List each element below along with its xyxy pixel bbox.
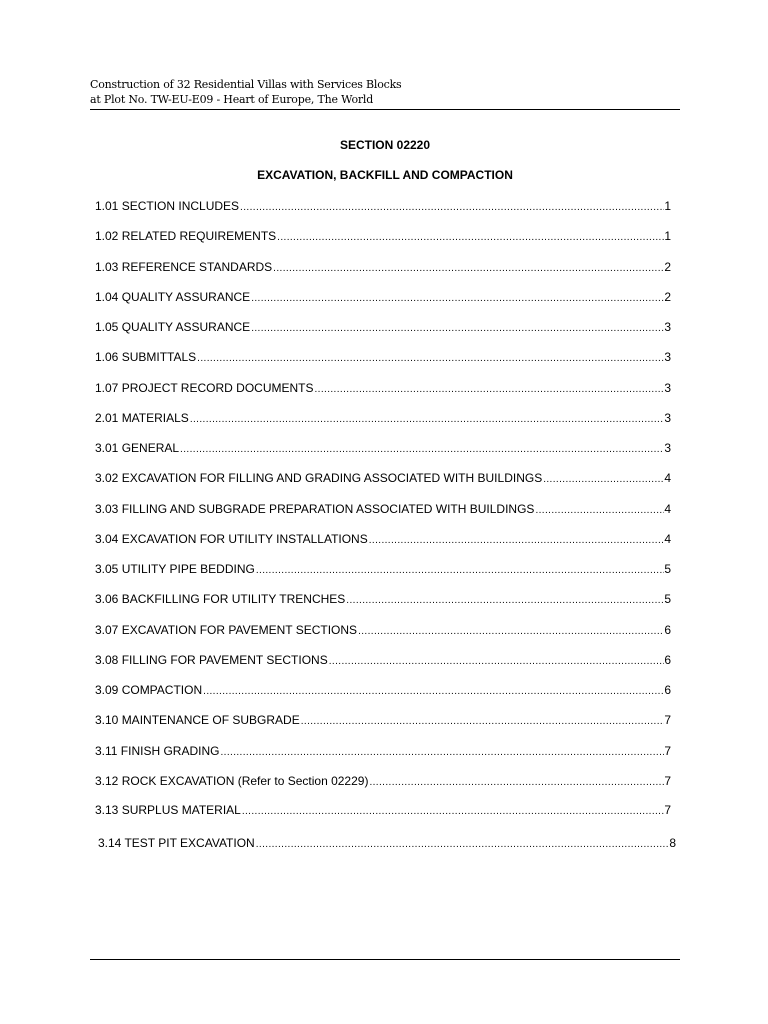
toc-entry-page: 7 [664,774,671,788]
toc-entry-page: 4 [664,532,671,546]
toc-dot-leader [369,776,664,790]
toc-entry[interactable] [95,623,671,639]
toc-entry-label: 1.02 RELATED REQUIREMENTS [95,229,277,243]
toc-entry-label: 3.07 EXCAVATION FOR PAVEMENT SECTIONS [95,623,358,637]
toc-dot-leader [543,473,664,487]
toc-entry-label: 3.09 COMPACTION [95,683,203,697]
toc-entry-page: 5 [664,592,671,606]
footer-divider [90,959,680,960]
toc-entry-page: 5 [664,562,671,576]
toc-entry-page: 4 [664,471,671,485]
toc-entry[interactable] [95,744,671,760]
toc-entry[interactable] [95,471,671,487]
toc-entry-label: 1.03 REFERENCE STANDARDS [95,260,273,274]
toc-entry-page: 1 [664,199,671,213]
toc-entry-page: 6 [664,653,671,667]
toc-dot-leader [203,685,664,699]
toc-entry-label: 3.08 FILLING FOR PAVEMENT SECTIONS [95,653,328,667]
toc-entry[interactable] [95,532,671,548]
toc-entry-label: 3.04 EXCAVATION FOR UTILITY INSTALLATIONS [95,532,368,546]
toc-entry-page: 3 [664,411,671,425]
toc-entry-page: 6 [664,683,671,697]
toc-entry-page: 2 [664,260,671,274]
toc-entry-label: 2.01 MATERIALS [95,411,189,425]
toc-entry-label: 3.03 FILLING AND SUBGRADE PREPARATION ASSOCIATED WITH BUILDINGS [95,502,535,516]
toc-dot-leader [240,201,664,215]
toc-entry[interactable] [95,229,671,245]
document-header [90,77,402,107]
toc-entry-label: 3.05 UTILITY PIPE BEDDING [95,562,255,576]
toc-entry-page: 7 [664,713,671,727]
toc-entry-label: 1.01 SECTION INCLUDES [95,199,240,213]
toc-dot-leader [277,231,664,245]
toc-dot-leader [535,504,664,518]
header-line-2: at Plot No. TW-EU-E09 - Heart of Europe, The World [90,93,374,106]
toc-entry-page: 1 [664,229,671,243]
toc-entry[interactable] [95,411,671,427]
toc-entry-page: 3 [664,441,671,455]
toc-entry-page: 4 [664,502,671,516]
toc-entry-label: 3.13 SURPLUS MATERIAL [95,803,241,817]
toc-dot-leader [301,715,665,729]
toc-dot-leader [251,292,664,306]
toc-entry[interactable] [95,502,671,518]
toc-entry-page: 7 [664,744,671,758]
toc-dot-leader [273,262,664,276]
toc-entry-page: 3 [664,320,671,334]
toc-dot-leader [197,352,664,366]
toc-entry[interactable] [95,774,671,790]
toc-entry[interactable] [95,260,671,276]
toc-entry-page: 2 [664,290,671,304]
toc-entry[interactable] [95,713,671,729]
toc-entry-label: 3.14 TEST PIT EXCAVATION [98,836,255,850]
toc-entry[interactable] [95,562,671,578]
toc-entry-page: 8 [669,836,676,850]
toc-entry[interactable] [95,290,671,306]
toc-entry-page: 3 [664,350,671,364]
toc-dot-leader [256,838,670,852]
toc-entry-page: 6 [664,623,671,637]
toc-entry[interactable] [98,836,676,852]
toc-dot-leader [314,383,664,397]
toc-entry[interactable] [95,653,671,669]
toc-dot-leader [251,322,664,336]
toc-entry-page: 7 [664,803,671,817]
section-number: SECTION 02220 [339,138,431,152]
toc-entry-label: 3.02 EXCAVATION FOR FILLING AND GRADING ASSOCIATED WITH BUILDINGS [95,471,543,485]
toc-dot-leader [346,594,664,608]
toc-dot-leader [256,564,664,578]
toc-entry-label: 3.01 GENERAL [95,441,180,455]
toc-entry-label: 3.11 FINISH GRADING [95,744,220,758]
toc-dot-leader [329,655,665,669]
toc-dot-leader [358,625,664,639]
toc-entry[interactable] [95,381,671,397]
toc-dot-leader [220,746,664,760]
header-divider [90,109,680,110]
section-title: EXCAVATION, BACKFILL AND COMPACTION [257,168,513,182]
toc-entry[interactable] [95,350,671,366]
toc-dot-leader [190,413,664,427]
toc-entry[interactable] [95,803,671,819]
toc-entry-label: 3.12 ROCK EXCAVATION (Refer to Section 02229) [95,774,369,788]
toc-dot-leader [369,534,665,548]
toc-entry[interactable] [95,683,671,699]
toc-entry-label: 1.04 QUALITY ASSURANCE [95,290,251,304]
toc-dot-leader [180,443,664,457]
toc-entry[interactable] [95,441,671,457]
toc-entry-label: 3.06 BACKFILLING FOR UTILITY TRENCHES [95,592,346,606]
toc-entry[interactable] [95,199,671,215]
header-line-1: Construction of 32 Residential Villas with Services Blocks [90,78,402,91]
toc-dot-leader [242,805,664,819]
toc-entry-label: 1.05 QUALITY ASSURANCE [95,320,251,334]
toc-entry-label: 1.07 PROJECT RECORD DOCUMENTS [95,381,314,395]
toc-entry-page: 3 [664,381,671,395]
toc-entry-label: 1.06 SUBMITTALS [95,350,197,364]
toc-entry[interactable] [95,592,671,608]
toc-entry[interactable] [95,320,671,336]
toc-entry-label: 3.10 MAINTENANCE OF SUBGRADE [95,713,300,727]
